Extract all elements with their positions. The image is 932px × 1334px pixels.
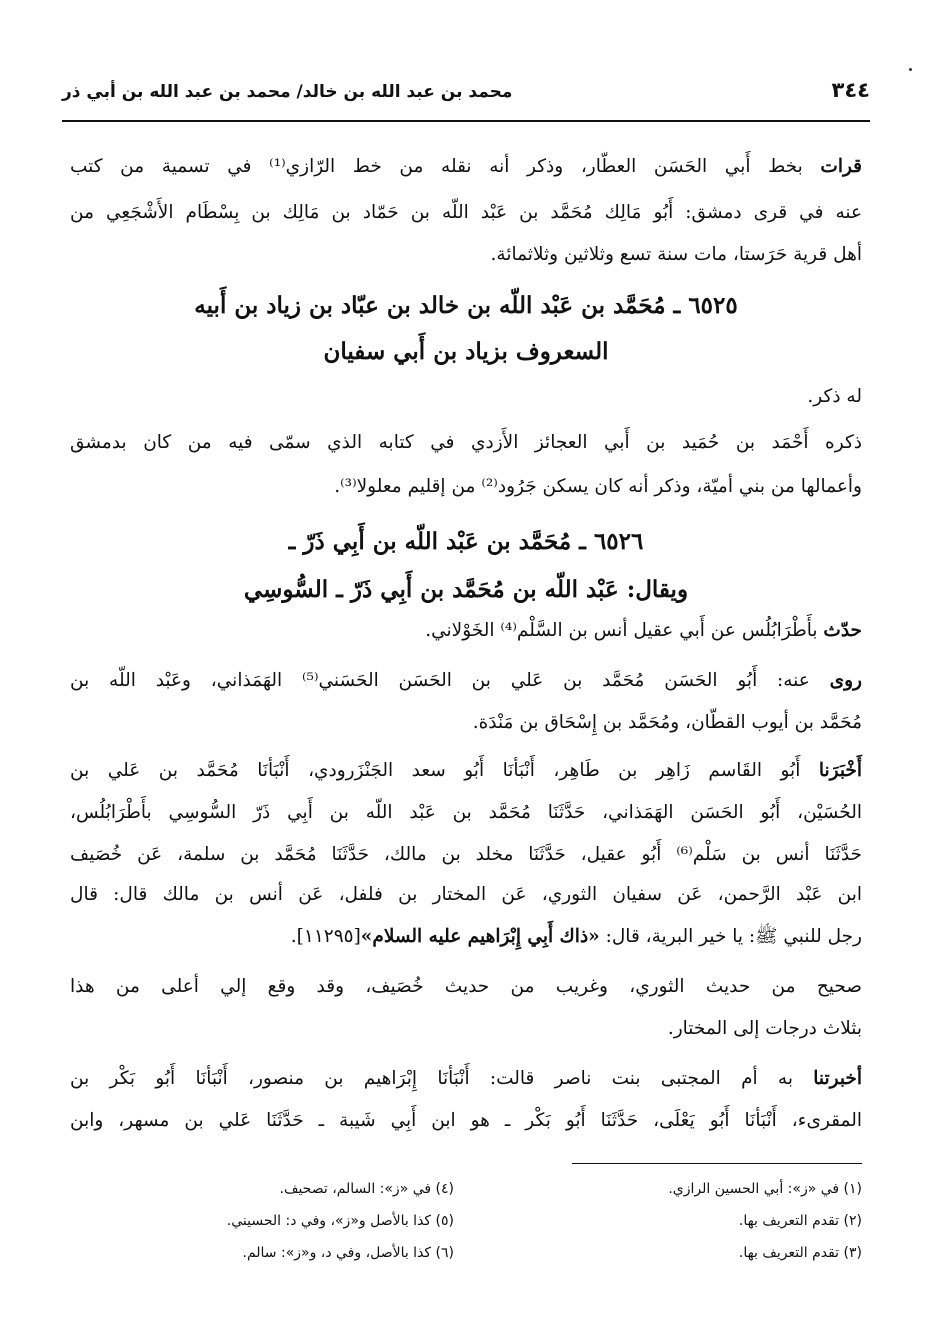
page-header: [62, 74, 870, 112]
p6-line-2: بثلاث درجات إلى المختار.: [667, 1018, 862, 1039]
text: بأَطْرَابُلُس عن أَبي عقيل أنس بن السَّلْم⁽⁴⁾ الخَوْلاني.: [425, 620, 824, 641]
footnote-5: (٥) كذا بالأصل و«ز»، وفي د: الحسيني.: [226, 1213, 454, 1229]
footnote-2: (٢) تقدم التعريف بها.: [738, 1213, 862, 1229]
p2-line-1: له ذكر.: [807, 386, 862, 407]
p4-line-2: مُحَمَّد بن أيوب القطّان، ومُحَمَّد بن إِسْحَاق بن مَنْدَة.: [472, 712, 862, 733]
footnote-1: (١) في «ز»: أبي الحسين الرازي.: [668, 1181, 862, 1197]
entry-heading-6526-line-2: ويقال: عَبْد اللّه بن مُحَمَّد بن أَبِي ذَرّ ـ السُّوسِي: [243, 576, 689, 603]
text: عنه: أَبُو الحَسَن مُحَمَّد بن عَلي بن الحَسَن الحَسَني⁽⁵⁾ الهَمَذاني، وعَبْد اللّه بن: [70, 670, 830, 691]
header-rule: [62, 120, 870, 122]
entry-heading-6525-line-2: السعروف بزياد بن أَبي سفيان: [323, 338, 609, 365]
footnote-rule: [572, 1163, 862, 1164]
entry-heading-6525-line-1: ٦٥٢٥ ـ مُحَمَّد بن عَبْد اللّه بن خالد بن عبّاد بن زياد بن أَبيه: [194, 292, 738, 319]
running-title: محمد بن عبد الله بن خالد/ محمد بن عبد الله بن أبي ذر: [62, 82, 513, 102]
scan-speck: [909, 68, 912, 71]
p5-line-1: [70, 756, 862, 786]
text: به أم المجتبى بنت ناصر قالت: أَنْبَأنَا إِبْرَاهيم بن منصور، أَنْبَأنَا أَبُو بَكْر بن: [70, 1068, 814, 1089]
lead-word: قرات: [820, 156, 863, 177]
hadith-quote: «ذاك أَبِي إِبْرَاهيم عليه السلام»: [360, 926, 600, 947]
p6-line-1: صحيح من حديث الثوري، وغريب من حديث خُصَيف، وقد وقع إلي أعلى من هذا: [70, 976, 862, 997]
p2-line-2: ذكره أَحْمَد بن حُمَيد بن أَبي العجائز الأَزدي في كتابه الذي سمّى فيه من كان بدمشق: [70, 432, 862, 453]
lead-word: روى: [829, 670, 862, 691]
p7-line-1: [70, 1064, 862, 1094]
lead-word: أخبرتنا: [813, 1068, 862, 1089]
p1-line-1: [70, 152, 862, 182]
page-number: ٣٤٤: [831, 78, 870, 102]
text: بخط أَبي الحَسَن العطّار، وذكر أنه نقله من خط الرّازي⁽¹⁾ في تسمية من كتب: [70, 156, 821, 177]
p2-line-3: وأعمالها من بني أميّة، وذكر أنه كان يسكن جَرُود⁽²⁾ من إقليم معلولا⁽³⁾.: [334, 476, 862, 497]
p7-line-2: المقرىء، أَنْبَأنَا أَبُو يَعْلَى، حَدَّثَنَا أَبُو بَكْر ـ هو ابن أَبِي شَيبة ـ حَدَّثَنَا عَلي بن مسهر، وابن: [70, 1110, 862, 1131]
footnote-3: (٣) تقدم التعريف بها.: [738, 1245, 862, 1261]
footnote-6: (٦) كذا بالأصل، وفي د، و«ز»: سالم.: [242, 1245, 454, 1261]
text: رجل للنبي ﷺ: يا خير البرية، قال:: [599, 926, 862, 947]
p5-line-3: حَدَّثَنَا أنس بن سَلْم⁽⁶⁾ أَبُو عقيل، حَدَّثَنَا مخلد بن مالك، حَدَّثَنَا مُحَمَّد بن سلمة، عَن خُصَيف: [70, 844, 862, 865]
p4-line-1: [70, 666, 862, 696]
p5-line-2: الحُسَيْن، أَبُو الحَسَن الهَمَذاني، حَدَّثَنَا مُحَمَّد بن عَبْد اللّه بن أَبِي ذَرّ السُّوسِي بأَطْرَابُلُس،: [70, 802, 862, 823]
p3-line-1: [70, 616, 862, 646]
footnote-4: (٤) في «ز»: السالم، تصحيف.: [279, 1181, 454, 1197]
entry-heading-6526-line-1: ٦٥٢٦ ـ مُحَمَّد بن عَبْد اللّه بن أَبِي ذَرّ ـ: [288, 528, 644, 555]
p5-line-4: ابن عَبْد الرَّحمن، عَن سفيان الثوري، عَن المختار بن فلفل، عَن أنس بن مالك قال: قال: [70, 884, 862, 905]
p1-line-2: عنه في قرى دمشق: أَبُو مَالِك مُحَمَّد بن عَبْد اللّه بن حَمّاد بن مَالِك بن بِسْطَام الأَشْجَعِي من: [70, 202, 862, 223]
hadith-number: [١١٢٩٥].: [290, 926, 361, 947]
lead-word: حدّث: [823, 620, 862, 641]
text: أَبُو القَاسم زَاهِر بن طَاهِر، أَنْبَأنَا أَبُو سعد الجَنْزَرودي، أَنْبَأنَا مُحَمَّد بن عَلي بن: [70, 760, 819, 781]
lead-word: أَخْبَرَنا: [818, 760, 862, 781]
p1-line-3: أهل قرية حَرَستا، مات سنة تسع وثلاثين وثلاثمائة.: [490, 244, 862, 265]
p5-line-5: [70, 922, 862, 952]
